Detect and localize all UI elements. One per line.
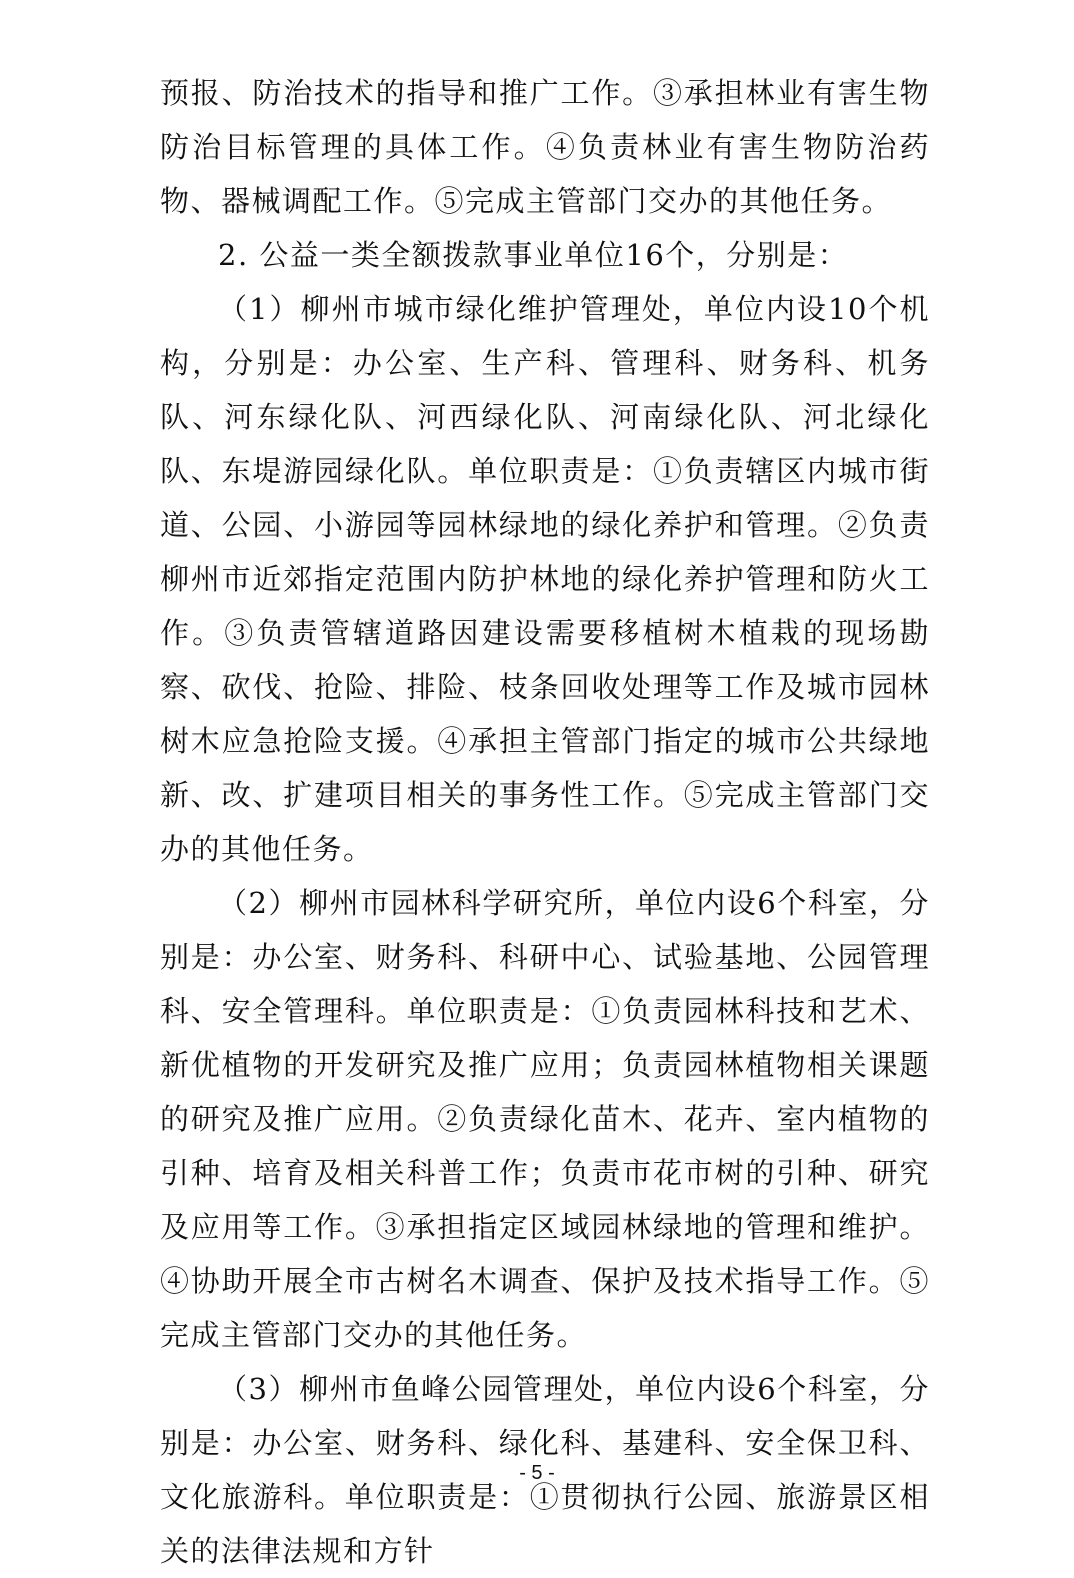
paragraph-unit-3: （3）柳州市鱼峰公园管理处，单位内设6个科室，分别是：办公室、财务科、绿化科、基建科、安全保卫科、文化旅游科。单位职责是：①贯彻执行公园、旅游景区相关的法律法规和方针 bbox=[160, 1372, 930, 1568]
paragraph-unit-1: （1）柳州市城市绿化维护管理处，单位内设10个机构，分别是：办公室、生产科、管理科、财务科、机务队、河东绿化队、河西绿化队、河南绿化队、河北绿化队、东堤游园绿化队。单位职责是：①负责辖区内城市街道、公园、小游园等园林绿地的绿化养护和管理。②负责柳州市近郊指定范围内防护林地的绿化养护管理和防火工作。③负责管辖道路因建设需要移植树木植栽的现场勘察、砍伐、抢险、排险、枝条回收处理等工作及城市园林树木应急抢险支援。④承担主管部门指定的城市公共绿地新、改、扩建项目相关的事务性工作。⑤完成主管部门交办的其他任务。 bbox=[160, 292, 930, 866]
paragraph-continuation: 预报、防治技术的指导和推广工作。③承担林业有害生物防治目标管理的具体工作。④负责林业有害生物防治药物、器械调配工作。⑤完成主管部门交办的其他任务。 bbox=[160, 76, 930, 218]
body-text bbox=[160, 66, 930, 1578]
paragraph-unit-2: （2）柳州市园林科学研究所，单位内设6个科室，分别是：办公室、财务科、科研中心、试验基地、公园管理科、安全管理科。单位职责是：①负责园林科技和艺术、新优植物的开发研究及推广应用；负责园林植物相关课题的研究及推广应用。②负责绿化苗木、花卉、室内植物的引种、培育及相关科普工作；负责市花市树的引种、研究及应用等工作。③承担指定区域园林绿地的管理和维护。④协助开展全市古树名木调查、保护及技术指导工作。⑤完成主管部门交办的其他任务。 bbox=[160, 886, 930, 1352]
paragraph-section-heading: 2. 公益一类全额拨款事业单位16个，分别是： bbox=[218, 238, 849, 272]
page-number: - 5 - bbox=[519, 1462, 555, 1484]
